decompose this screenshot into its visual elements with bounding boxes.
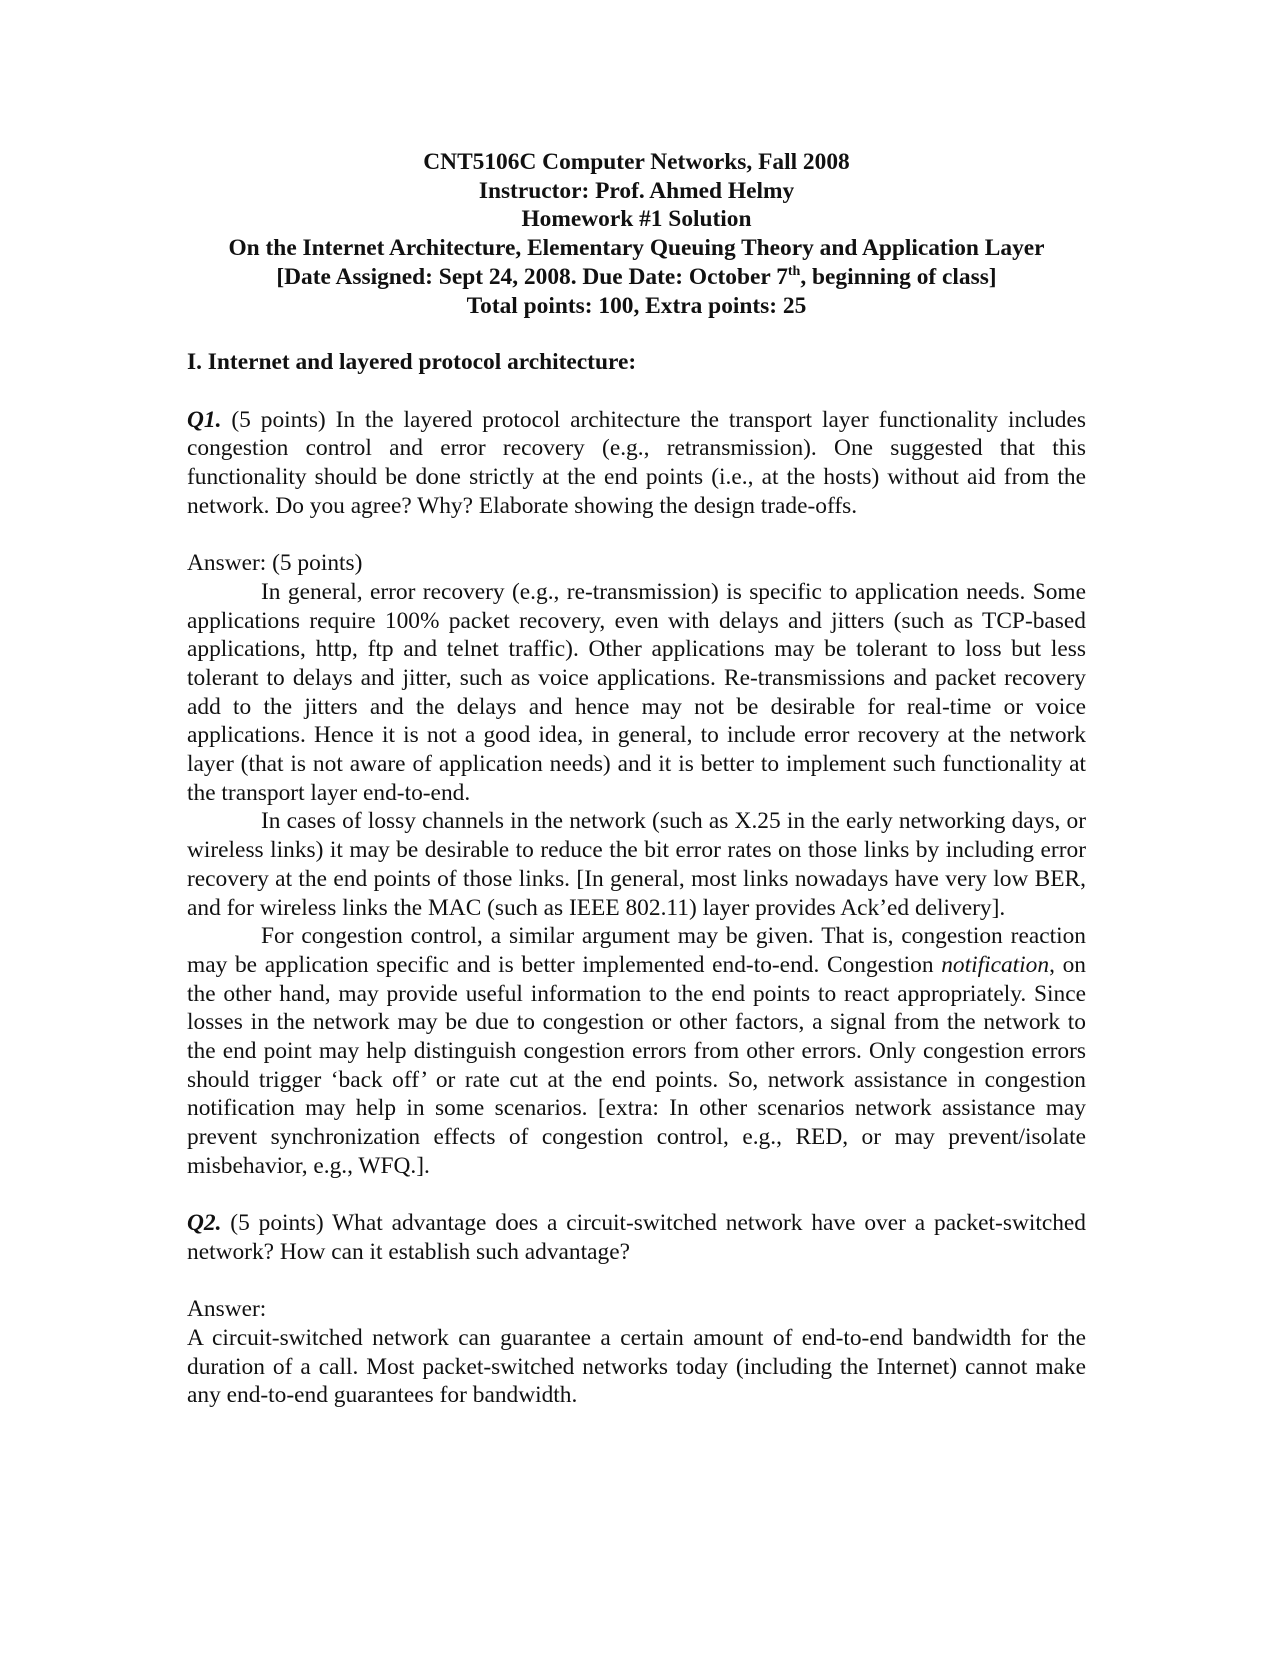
question-1 (187, 406, 1086, 521)
answer-paragraph: A circuit-switched network can guarantee a certain amount of end-to-end bandwidth for the duration of a call. Most packet-switched networks today (including the Internet) cannot make any end-to-end guarantees for bandwidth. (187, 1325, 1086, 1409)
answer-label: Answer: (5 points) (187, 550, 363, 577)
topic-line: On the Internet Architecture, Elementary Queuing Theory and Application Layer (228, 235, 1045, 262)
answer-label: Answer: (187, 1296, 267, 1323)
document-page (187, 148, 1086, 1410)
emphasis-text: notification (941, 951, 1050, 978)
dates-line: [Date Assigned: Sept 24, 2008. Due Date: October 7th, beginning of class] (276, 263, 997, 290)
document-header (187, 148, 1086, 320)
section-heading: I. Internet and layered protocol architecture: (187, 349, 637, 376)
question-text: (5 points) What advantage does a circuit-switched network have over a packet-switched network? How can it establish such advantage? (187, 1210, 1086, 1265)
course-title: CNT5106C Computer Networks, Fall 2008 (423, 149, 850, 175)
question-text: (5 points) In the layered protocol architecture the transport layer functionality includes congestion control and error recovery (e.g., retransmission). One suggested that this functionality should be done strictly at the end points (i.e., at the hosts) without aid from the network. Do you agree? Why? Elaborate showing the design trade-offs. (187, 406, 1086, 519)
homework-title: Homework #1 Solution (521, 206, 752, 233)
answer-paragraph: For congestion control, a similar argument may be given. That is, congestion reaction may be application specific and is better implemented end-to-end. Congestion notification, on the other hand, may provide useful information to the end points to react appropriately. Since losses in the network may be due to congestion or other factors, a signal from the network to the end point may help distinguish congestion errors from other errors. Only congestion errors should trigger ‘back off’ or rate cut at the end points. So, network assistance in congestion notification may help in some scenarios. [extra: In other scenarios network assistance may prevent synchronization effects of congestion control, e.g., RED, or may prevent/isolate misbehavior, e.g., WFQ.]. (187, 923, 1086, 1179)
answer-paragraph: In cases of lossy channels in the network (such as X.25 in the early networking days, or wireless links) it may be desirable to reduce the bit error rates on those links by including error recovery at the end points of those links. [In general, most links nowadays have very low BER, and for wireless links the MAC (such as IEEE 802.11) layer provides Ack’ed delivery]. (187, 808, 1086, 921)
question-label: Q2. (187, 1210, 222, 1237)
points-line: Total points: 100, Extra points: 25 (466, 292, 807, 319)
question-2 (187, 1209, 1086, 1266)
instructor-line: Instructor: Prof. Ahmed Helmy (478, 177, 795, 204)
answer-paragraph: In general, error recovery (e.g., re-transmission) is specific to application needs. Some applications require 100% packet recovery, even with delays and jitters (such as TCP-based applications, http, ftp and telnet traffic). Other applications may be tolerant to loss but less tolerant to delays and jitter, such as voice applications. Re-transmissions and packet recovery add to the jitters and the delays and hence may not be desirable for real-time or voice applications. Hence it is not a good idea, in general, to include error recovery at the network layer (that is not aware of application needs) and it is better to implement such functionality at the transport layer end-to-end. (187, 578, 1086, 806)
question-label: Q1. (187, 406, 222, 433)
